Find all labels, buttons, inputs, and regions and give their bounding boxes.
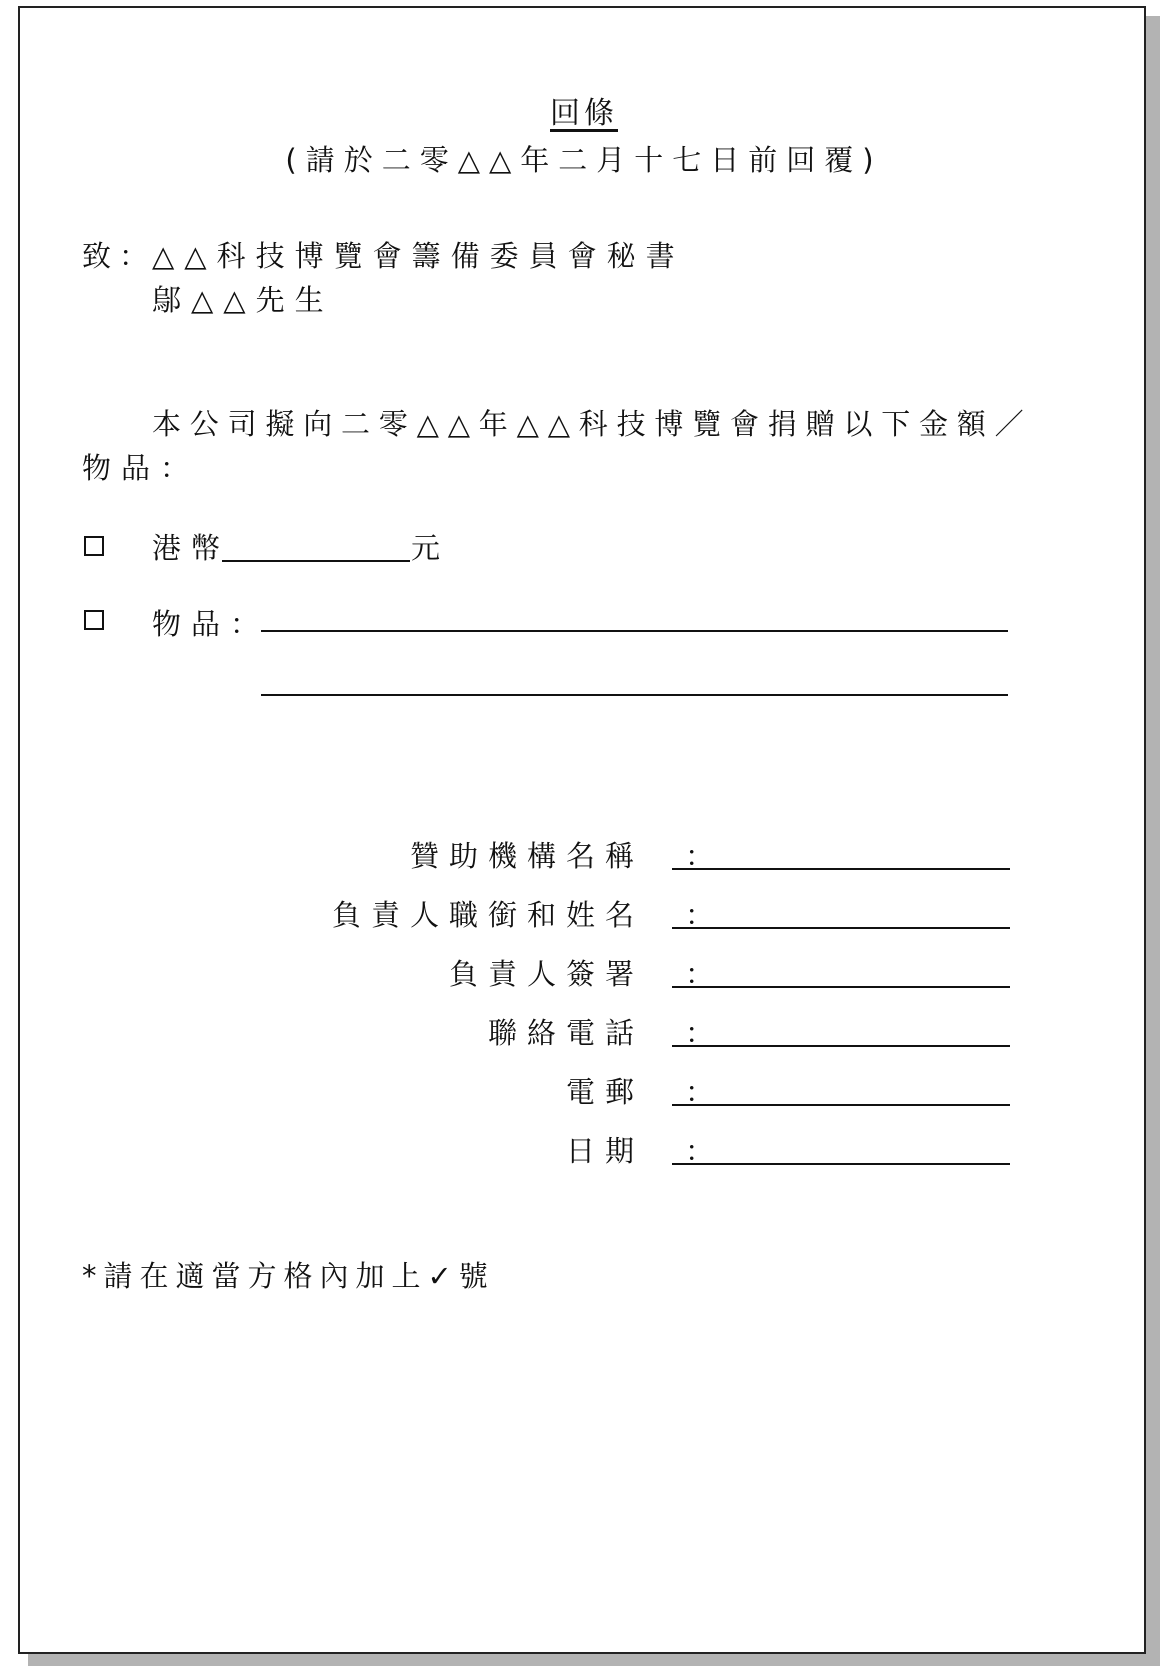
- org-name-line[interactable]: [672, 868, 1010, 870]
- money-label: 港幣: [152, 531, 231, 565]
- goods-checkbox[interactable]: [84, 610, 104, 630]
- goods-line-1[interactable]: [261, 630, 1008, 632]
- person-title-name-colon: ：: [685, 898, 715, 932]
- signature-colon: ：: [685, 957, 715, 991]
- phone-line[interactable]: [672, 1045, 1010, 1047]
- signature-line[interactable]: [672, 986, 1010, 988]
- date-line[interactable]: [672, 1163, 1010, 1165]
- phone-colon: ：: [685, 1016, 715, 1050]
- reply-deadline: (請於二零△△年二月十七日前回覆): [285, 143, 883, 177]
- signature-label: 負責人簽署: [448, 957, 644, 991]
- form-title: 回條: [550, 96, 618, 131]
- goods-label: 物品：: [152, 607, 270, 641]
- date-colon: ：: [685, 1134, 715, 1168]
- footnote: *請在適當方格內加上✓號: [82, 1259, 495, 1293]
- intro-line-1: 本公司擬向二零△△年△△科技博覽會捐贈以下金額／: [152, 407, 1033, 441]
- to-label: 致：: [82, 239, 157, 273]
- goods-line-2[interactable]: [261, 694, 1008, 696]
- document-page: [18, 6, 1146, 1654]
- intro-line-2: 物品：: [82, 451, 200, 485]
- org-name-label: 贊助機構名稱: [409, 839, 644, 873]
- person-title-name-label: 負責人職銜和姓名: [331, 898, 644, 932]
- email-label: 電郵: [565, 1075, 644, 1109]
- org-name-colon: ：: [685, 839, 715, 873]
- money-checkbox[interactable]: [84, 536, 104, 556]
- email-colon: ：: [685, 1075, 715, 1109]
- money-unit: 元: [411, 531, 451, 565]
- person-title-name-line[interactable]: [672, 927, 1010, 929]
- date-label: 日期: [565, 1134, 644, 1168]
- recipient-name: 鄔△△先生: [152, 283, 334, 317]
- email-line[interactable]: [672, 1104, 1010, 1106]
- recipient-org: △△科技博覽會籌備委員會秘書: [152, 239, 685, 273]
- phone-label: 聯絡電話: [487, 1016, 644, 1050]
- money-amount-line[interactable]: [222, 560, 410, 562]
